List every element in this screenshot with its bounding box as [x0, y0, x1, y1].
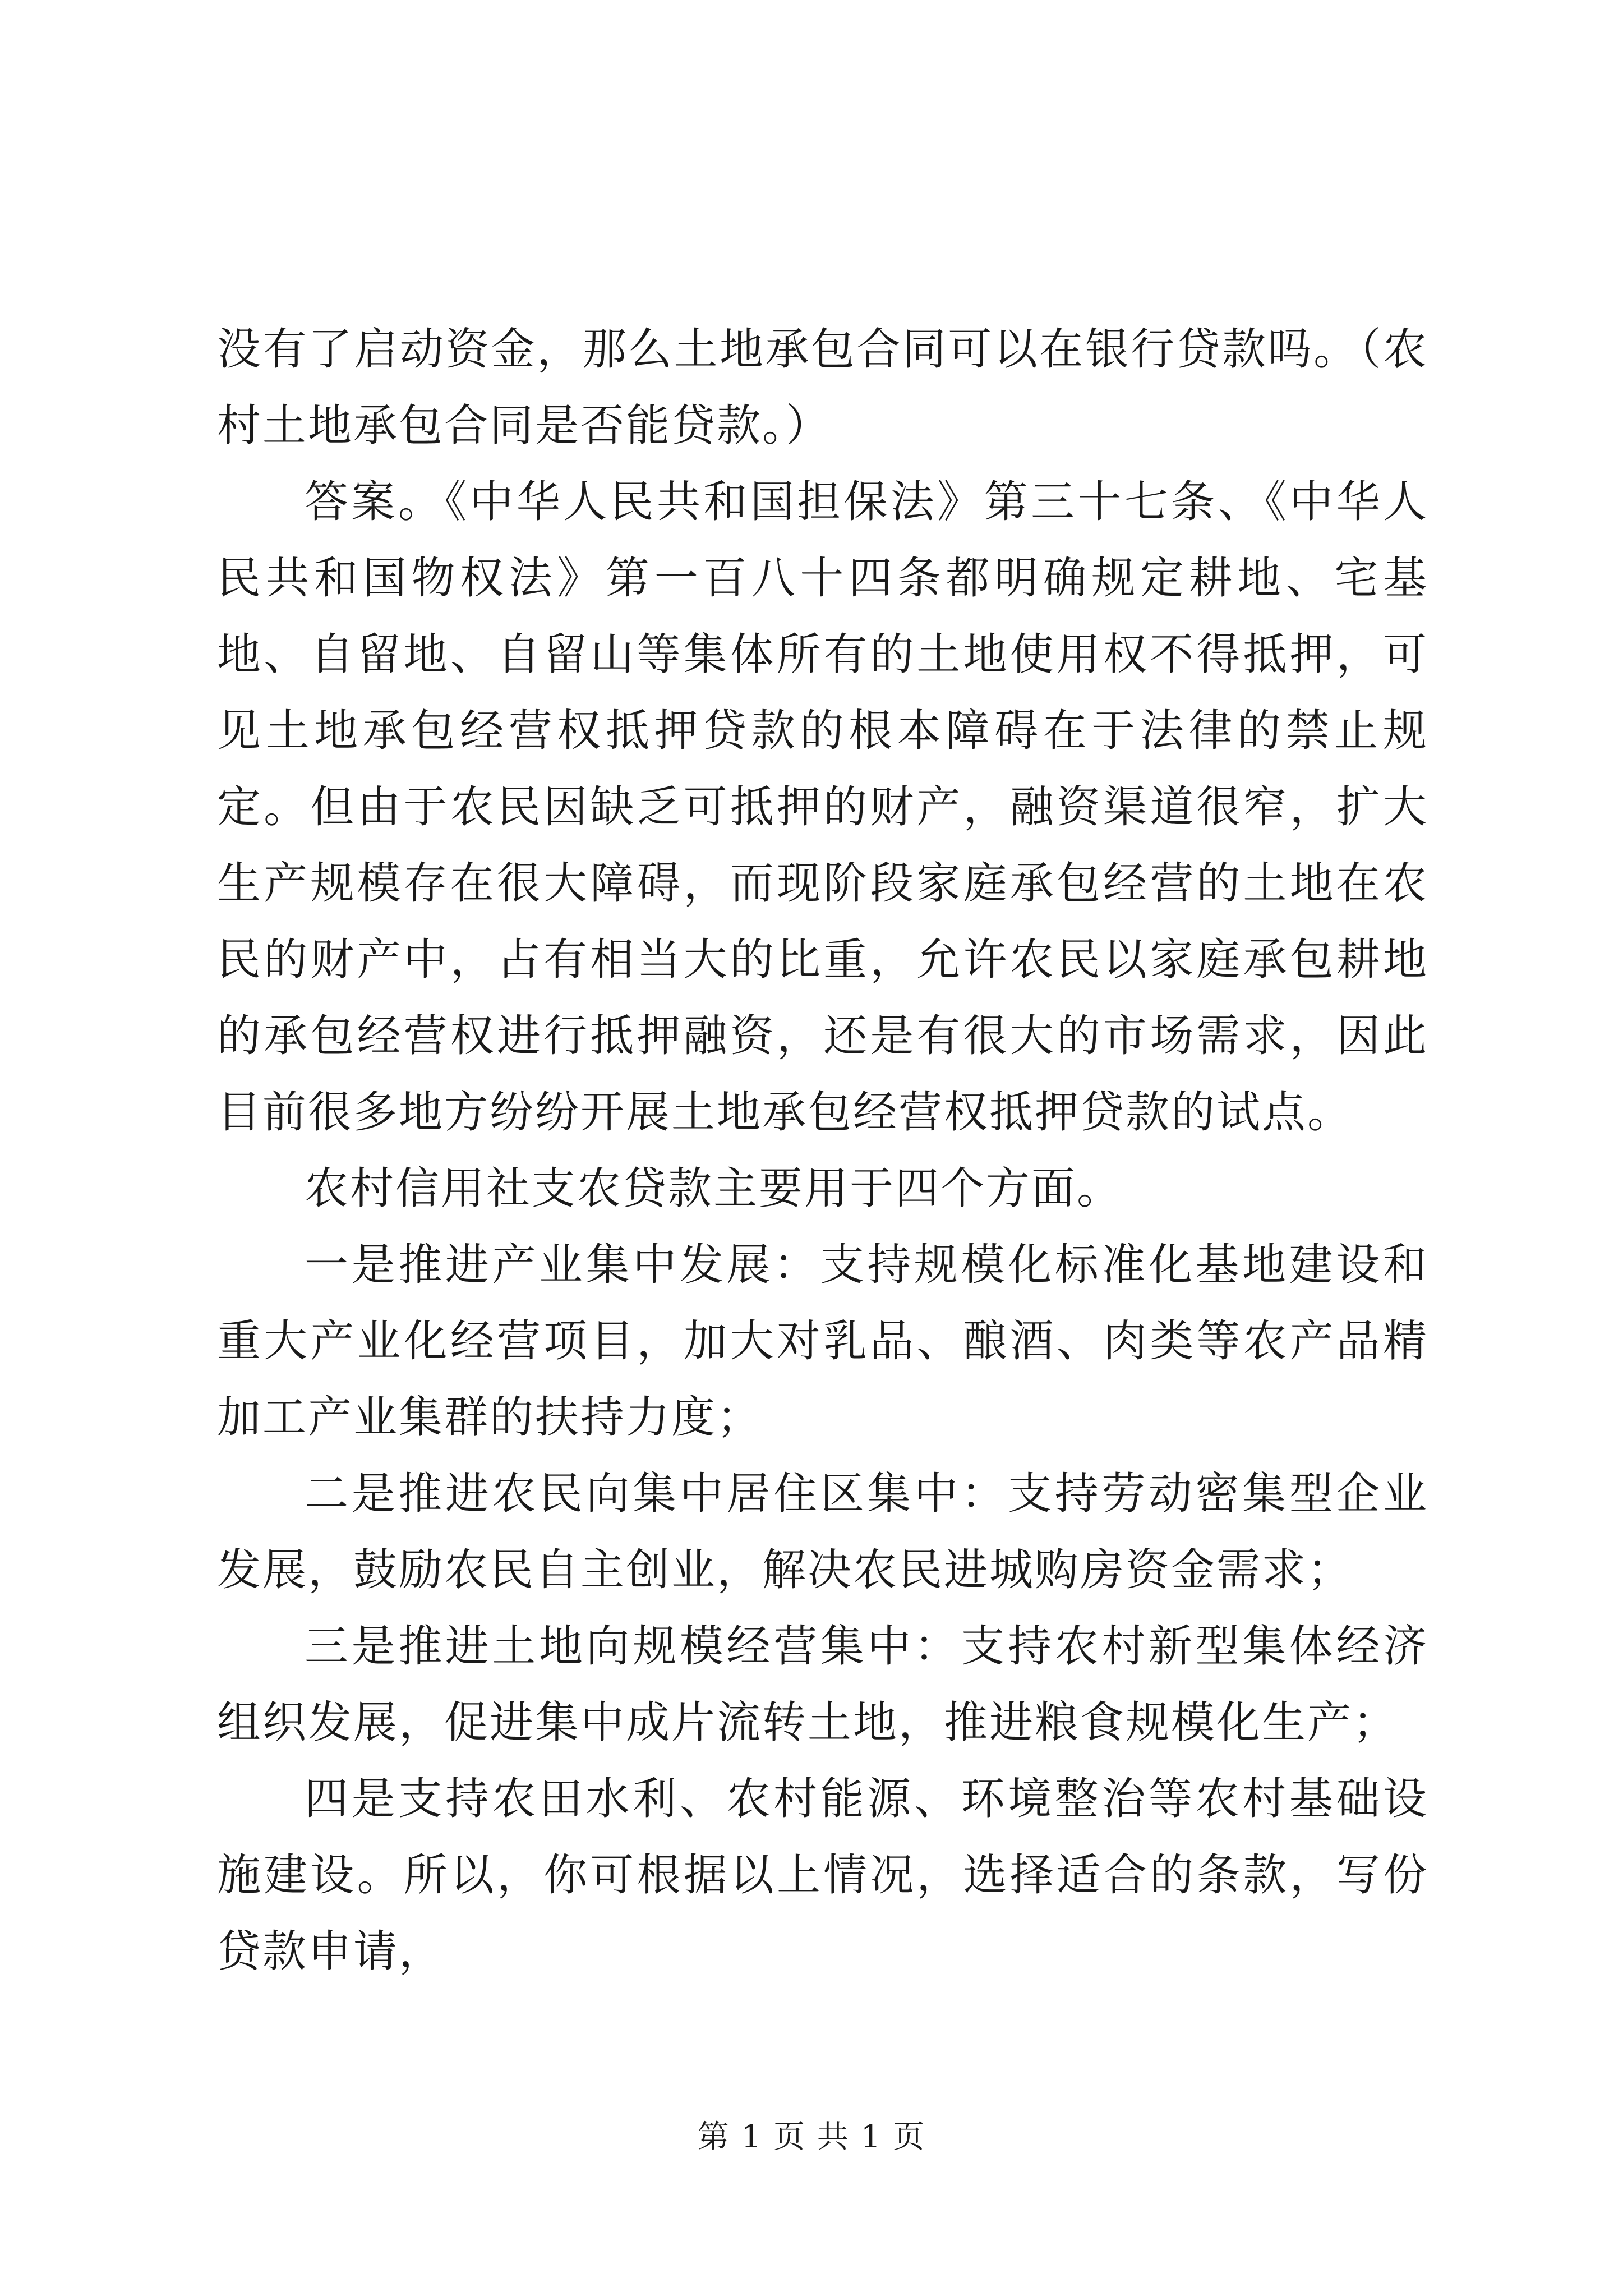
paragraph-4: 一是推进产业集中发展：支持规模化标准化基地建设和重大产业化经营项目，加大对乳品、酿酒、肉类等农产品精加工产业集群的扶持力度； — [217, 1240, 1428, 1443]
paragraph-5: 二是推进农民向集中居住区集中：支持劳动密集型企业发展，鼓励农民自主创业，解决农民进城购房资金需求； — [217, 1469, 1428, 1595]
paragraph-3: 农村信用社支农贷款主要用于四个方面。 — [305, 1163, 1123, 1214]
page-footer: 第 1 页 共 1 页 — [697, 2119, 926, 2155]
paragraph-7: 四是支持农田水利、农村能源、环境整治等农村基础设施建设。所以，你可根据以上情况，选择适合的条款，写份贷款申请， — [217, 1774, 1428, 1977]
paragraph-2: 答案。《中华人民共和国担保法》第三十七条、《中华人民共和国物权法》第一百八十四条都明确规定耕地、宅基地、自留地、自留山等集体所有的土地使用权不得抵押，可见土地承包经营权抵押贷款的根本障碍在于法律的禁止规定。但由于农民因缺乏可抵押的财产，融资渠道很窄，扩大生产规模存在很大障碍，而现阶段家庭承包经营的土地在农民的财产中，占有相当大的比重，允许农民以家庭承包耕地的承包经营权进行抵押融资，还是有很大的市场需求，因此目前很多地方纷纷开展土地承包经营权抵押贷款的试点。 — [217, 477, 1428, 1138]
paragraph-6: 三是推进土地向规模经营集中：支持农村新型集体经济组织发展，促进集中成片流转土地，推进粮食规模化生产； — [217, 1621, 1428, 1748]
paragraph-1: 没有了启动资金，那么土地承包合同可以在银行贷款吗。（农村土地承包合同是否能贷款。） — [217, 324, 1428, 451]
document-body — [217, 311, 1428, 1990]
